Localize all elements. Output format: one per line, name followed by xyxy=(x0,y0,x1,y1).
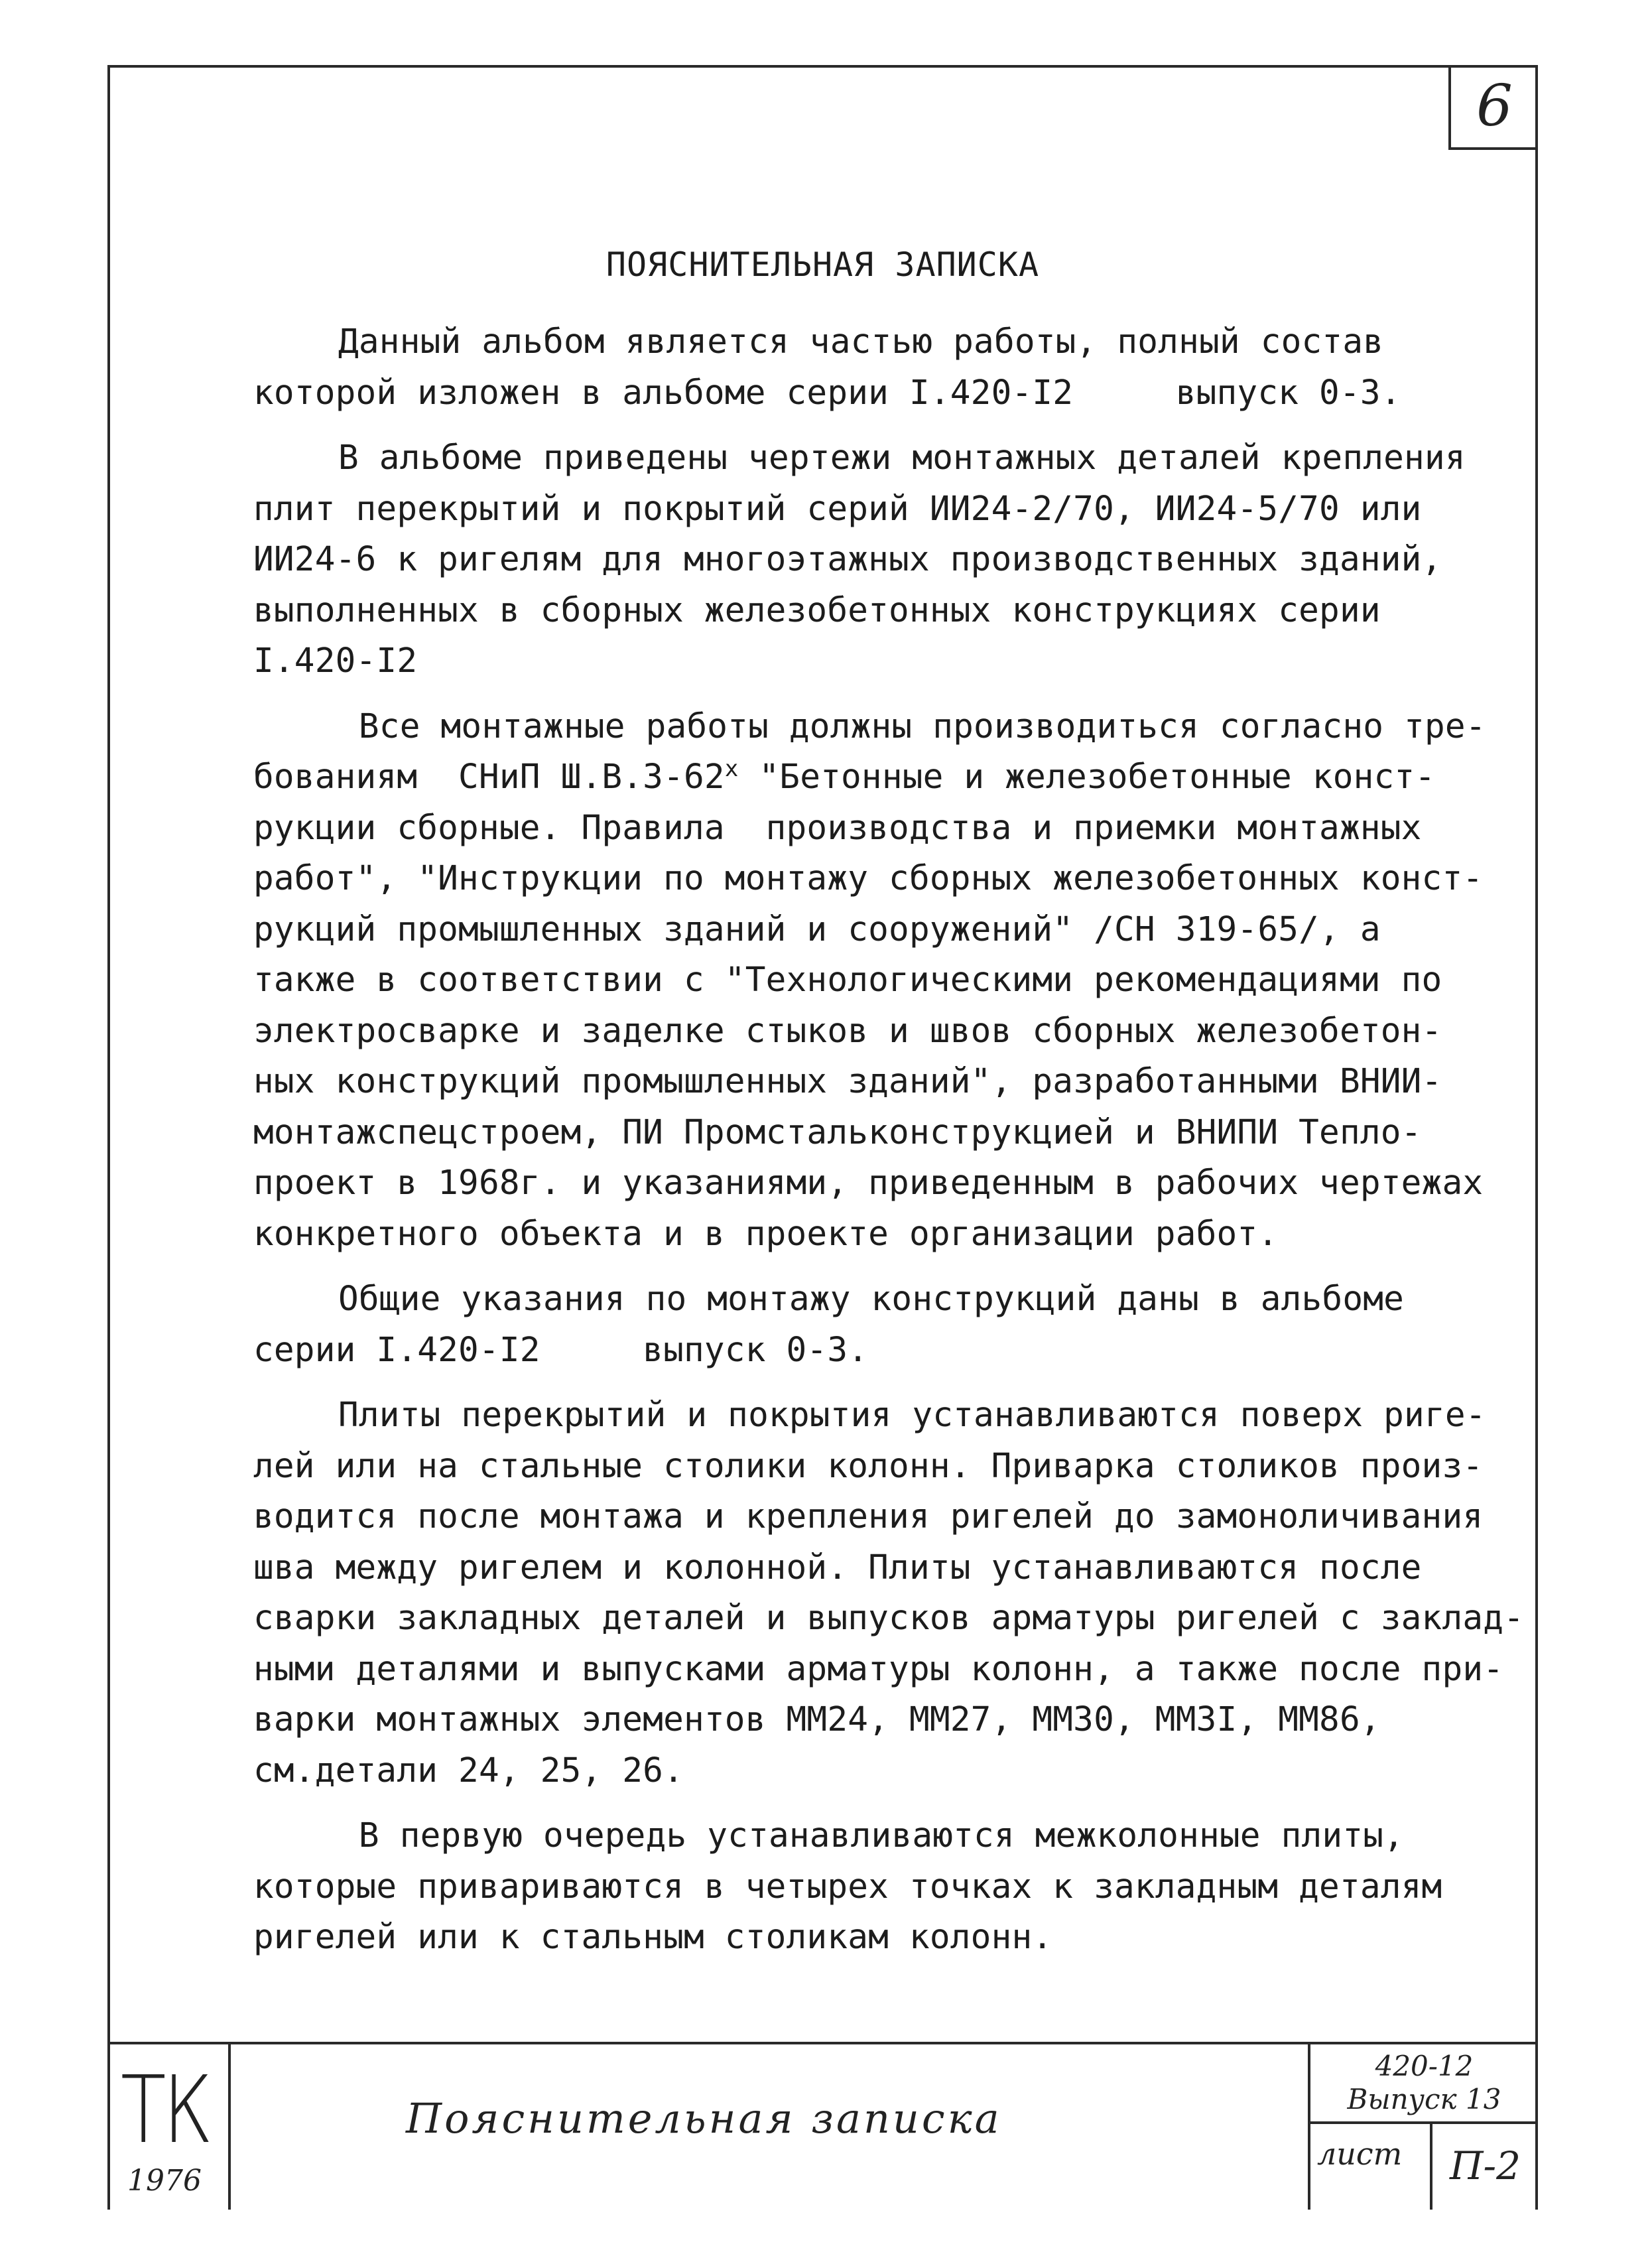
text-line: Общие указания по монтажу конструкций даны в альбоме xyxy=(338,1280,1405,1319)
stamp-year: 1976 xyxy=(127,2164,202,2198)
text-line: монтажспецстроем, ПИ Промстальконструкцией и ВНИПИ Тепло- xyxy=(253,1112,1422,1152)
text-line: которой изложен в альбоме серии I.420-I2 выпуск 0-3. xyxy=(253,373,1401,413)
superscript-mark: x xyxy=(724,756,739,782)
text-line: I.420-I2 xyxy=(253,641,418,681)
paragraph-1 xyxy=(253,317,1513,419)
text-line: выполненных в сборных железобетонных конструкциях серии xyxy=(253,590,1381,630)
text-line: конкретного объекта и в проекте организации работ. xyxy=(253,1214,1279,1254)
text-line: В альбоме приведены чертежи монтажных деталей крепления xyxy=(338,438,1466,478)
text-line: которые привариваются в четырех точках к закладным деталям xyxy=(253,1867,1442,1906)
text-fragment: бованиям СНиП Ш.В.3-62 xyxy=(253,758,725,797)
sheet-value: П-2 xyxy=(1430,2121,1538,2210)
stamp-document-title: Пояснительная записка xyxy=(406,2094,1002,2143)
text-line: рукции сборные. Правила производства и приемки монтажных xyxy=(253,808,1422,848)
paragraph-2 xyxy=(253,433,1513,687)
series-box xyxy=(1308,2044,1538,2210)
text-line: электросварке и заделке стыков и швов сборных железобетон- xyxy=(253,1011,1442,1051)
text-line: плит перекрытий и покрытий серий ИИ24-2/70, ИИ24-5/70 или xyxy=(253,489,1422,529)
text-line: лей или на стальные столики колонн. Приварка столиков произ- xyxy=(253,1446,1484,1486)
paragraph-4 xyxy=(253,1274,1513,1376)
text-line: серии I.420-I2 выпуск 0-3. xyxy=(253,1330,869,1370)
text-line: ригелей или к стальным столикам колонн. xyxy=(253,1918,1053,1957)
text-line: Данный альбом является частью работы, полный состав xyxy=(338,322,1384,362)
text-line-with-superscript xyxy=(253,752,1513,803)
text-line: ными деталями и выпусками арматуры колонн, а также после при- xyxy=(253,1649,1504,1689)
text-line: рукций промышленных зданий и сооружений" /СН 319-65/, а xyxy=(253,909,1381,949)
text-line: Все монтажные работы должны производиться согласно тре- xyxy=(338,706,1486,746)
text-line: ных конструкций промышленных зданий", разработанными ВНИИ- xyxy=(253,1062,1442,1101)
text-line: см.детали 24, 25, 26. xyxy=(253,1751,684,1790)
series-info xyxy=(1310,2044,1538,2124)
text-line: шва между ригелем и колонной. Плиты устанавливаются после xyxy=(253,1548,1422,1587)
page-title: ПОЯСНИТЕЛЬНАЯ ЗАПИСКА xyxy=(605,245,1040,284)
text-fragment: "Бетонные и железобетонные конст- xyxy=(738,758,1436,797)
text-line: В первую очередь устанавливаются межколонные плиты, xyxy=(338,1816,1405,1855)
paragraph-5 xyxy=(253,1390,1525,1796)
text-line: сварки закладных деталей и выпусков арматуры ригелей с заклад- xyxy=(253,1599,1525,1638)
issue-number: Выпуск 13 xyxy=(1347,2083,1501,2115)
text-line: ИИ24-6 к ригелям для многоэтажных производственных зданий, xyxy=(253,540,1442,579)
page-number: 6 xyxy=(1448,65,1538,150)
text-line: также в соответствии с "Технологическими рекомендациями по xyxy=(253,961,1442,1000)
text-line: Плиты перекрытий и покрытия устанавливаются поверх риге- xyxy=(338,1396,1486,1435)
text-line: работ", "Инструкции по монтажу сборных железобетонных конст- xyxy=(253,859,1484,898)
sheet-label: лист xyxy=(1317,2136,1403,2172)
text-line: проект в 1968г. и указаниями, приведенным в рабочих чертежах xyxy=(253,1164,1484,1203)
paragraph-3 xyxy=(253,702,1513,1260)
title-block-stamp xyxy=(107,2042,1538,2210)
paragraph-6 xyxy=(253,1811,1513,1964)
organization-logo: ТК xyxy=(121,2056,210,2164)
text-line: водится после монтажа и крепления ригелей до замоноличивания xyxy=(253,1497,1484,1536)
document-body xyxy=(253,317,1525,1978)
organization-box xyxy=(107,2044,231,2210)
text-line: варки монтажных элементов ММ24, ММ27, ММ30, ММ3I, ММ86, xyxy=(253,1700,1381,1739)
series-number: 420-12 xyxy=(1375,2050,1474,2082)
